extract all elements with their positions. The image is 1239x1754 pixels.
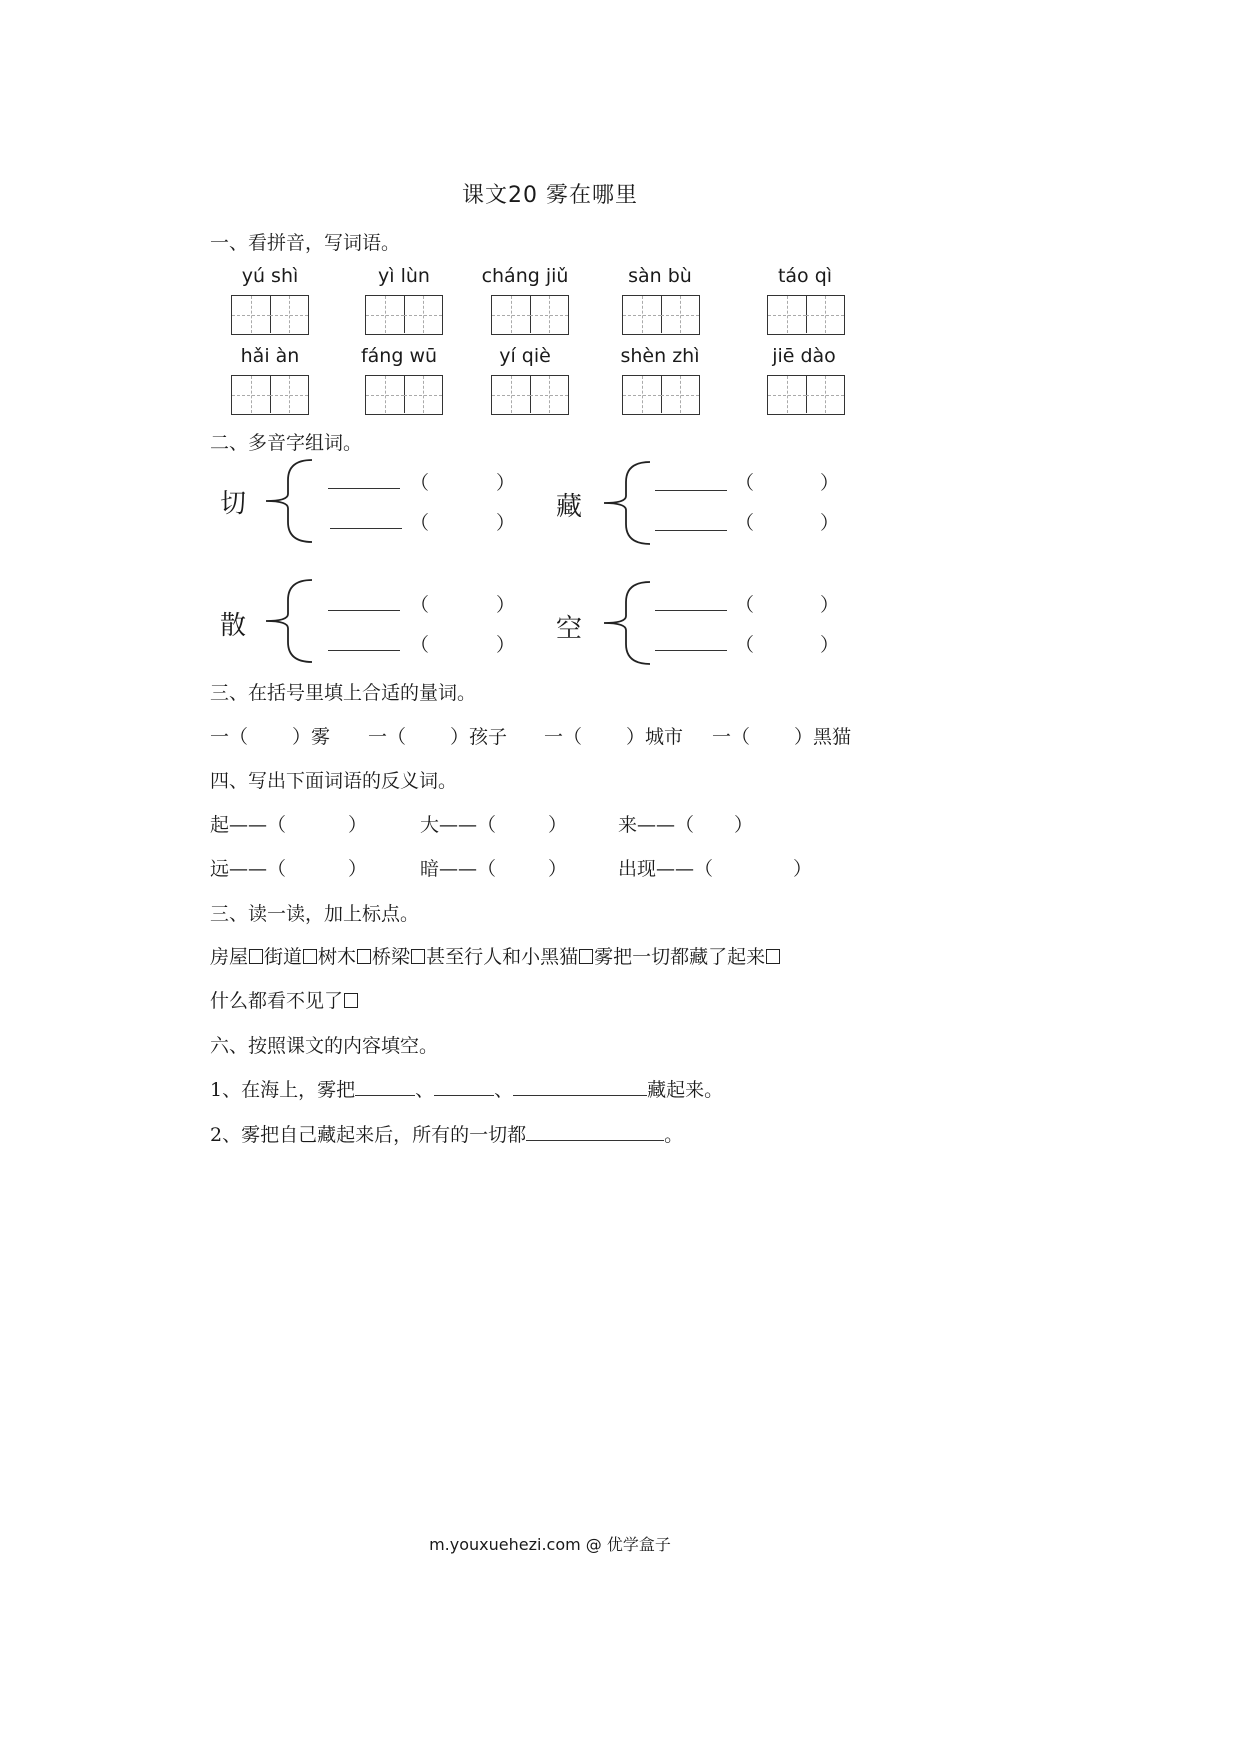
polyphone-char: 藏 bbox=[556, 492, 583, 522]
paren-close: ） bbox=[348, 858, 368, 880]
paren-open: （ bbox=[410, 472, 430, 494]
paren-open: （ bbox=[410, 634, 430, 656]
measure-word-item[interactable] bbox=[544, 722, 683, 749]
pinyin-label: jiē dào bbox=[772, 345, 836, 367]
answer-line[interactable] bbox=[328, 488, 400, 489]
answer-blank[interactable] bbox=[526, 1121, 664, 1141]
measure-word-item[interactable] bbox=[712, 722, 851, 749]
paren-open: （ bbox=[735, 512, 755, 534]
polyphone-char: 空 bbox=[556, 614, 583, 644]
antonym-item[interactable] bbox=[210, 854, 367, 881]
punctuation-box[interactable] bbox=[766, 949, 780, 964]
pinyin-label: táo qì bbox=[777, 265, 833, 287]
answer-line[interactable] bbox=[328, 650, 400, 651]
paren-close: ） bbox=[793, 858, 813, 880]
tianzige-box[interactable] bbox=[365, 295, 443, 335]
paren-close: ） bbox=[348, 814, 368, 836]
brace-icon bbox=[262, 578, 318, 664]
footer-watermark: m.youxuehezi.com @ 优学盒子 bbox=[429, 1535, 671, 1554]
tianzige-box[interactable] bbox=[365, 375, 443, 415]
antonym-word: 远——（ bbox=[210, 858, 287, 880]
item-prefix: 一（ bbox=[368, 726, 407, 748]
section4-heading: 四、写出下面词语的反义词。 bbox=[210, 770, 458, 792]
fill-in-question-2: 2、雾把自己藏起来后，所有的一切都 。 bbox=[210, 1120, 683, 1147]
tianzige-box[interactable] bbox=[767, 375, 845, 415]
brace-icon bbox=[600, 460, 656, 546]
punctuation-box[interactable] bbox=[344, 993, 358, 1008]
fill-in-question-1: 1、在海上，雾把 、 、 藏起来。 bbox=[210, 1075, 723, 1102]
pinyin-label: yú shì bbox=[241, 265, 299, 287]
polyphone-char: 散 bbox=[220, 611, 247, 641]
answer-line[interactable] bbox=[655, 490, 727, 491]
answer-line[interactable] bbox=[328, 610, 400, 611]
section2-heading: 二、多音字组词。 bbox=[210, 432, 363, 454]
paren-close: ） bbox=[548, 858, 568, 880]
paren-open: （ bbox=[735, 594, 755, 616]
paren-close: ） bbox=[496, 634, 516, 656]
pinyin-label: hǎi àn bbox=[240, 345, 300, 367]
punctuation-box[interactable] bbox=[579, 949, 593, 964]
section5-heading: 三、读一读，加上标点。 bbox=[210, 903, 420, 925]
measure-word-item[interactable] bbox=[210, 722, 330, 749]
pinyin-label: shèn zhì bbox=[620, 345, 700, 367]
punctuation-sentence: 房屋 街道 树木 桥梁 甚至行人和小黑猫 雾把一切都藏了起来 bbox=[210, 942, 781, 969]
item-suffix: ）黑猫 bbox=[794, 726, 852, 748]
antonym-word: 来——（ bbox=[618, 814, 695, 836]
polyphone-char: 切 bbox=[220, 489, 247, 519]
pinyin-label: yì lùn bbox=[378, 265, 430, 287]
antonym-word: 出现——（ bbox=[618, 858, 714, 880]
paren-close: ） bbox=[820, 634, 840, 656]
page-title: 课文20 雾在哪里 bbox=[462, 183, 638, 208]
paren-close: ） bbox=[496, 594, 516, 616]
paren-open: （ bbox=[410, 594, 430, 616]
section1-heading: 一、看拼音，写词语。 bbox=[210, 232, 401, 254]
measure-word-item[interactable] bbox=[368, 722, 507, 749]
antonym-word: 大——（ bbox=[420, 814, 497, 836]
tianzige-box[interactable] bbox=[231, 295, 309, 335]
antonym-item[interactable] bbox=[420, 810, 567, 837]
item-prefix: 一（ bbox=[712, 726, 751, 748]
answer-blank[interactable] bbox=[513, 1076, 647, 1096]
punctuation-box[interactable] bbox=[357, 949, 371, 964]
punctuation-box[interactable] bbox=[249, 949, 263, 964]
item-suffix: ）孩子 bbox=[450, 726, 508, 748]
item-suffix: ）城市 bbox=[626, 726, 684, 748]
antonym-item[interactable] bbox=[210, 810, 367, 837]
tianzige-box[interactable] bbox=[622, 295, 700, 335]
answer-line[interactable] bbox=[655, 610, 727, 611]
paren-open: （ bbox=[735, 472, 755, 494]
paren-open: （ bbox=[410, 512, 430, 534]
answer-line[interactable] bbox=[655, 650, 727, 651]
paren-close: ） bbox=[548, 814, 568, 836]
answer-line[interactable] bbox=[655, 530, 727, 531]
pinyin-label: sàn bù bbox=[628, 265, 692, 287]
answer-blank[interactable] bbox=[355, 1076, 415, 1096]
punctuation-box[interactable] bbox=[411, 949, 425, 964]
brace-icon bbox=[600, 580, 656, 666]
item-prefix: 一（ bbox=[210, 726, 249, 748]
paren-close: ） bbox=[496, 472, 516, 494]
brace-icon bbox=[262, 458, 318, 544]
antonym-word: 起——（ bbox=[210, 814, 287, 836]
tianzige-box[interactable] bbox=[231, 375, 309, 415]
paren-close: ） bbox=[820, 594, 840, 616]
answer-blank[interactable] bbox=[434, 1076, 494, 1096]
paren-close: ） bbox=[496, 512, 516, 534]
antonym-item[interactable] bbox=[420, 854, 567, 881]
tianzige-box[interactable] bbox=[767, 295, 845, 335]
paren-close: ） bbox=[820, 472, 840, 494]
pinyin-label: fáng wū bbox=[360, 345, 438, 367]
antonym-word: 暗——（ bbox=[420, 858, 497, 880]
answer-line[interactable] bbox=[330, 528, 402, 529]
punctuation-sentence: 什么都看不见了 bbox=[210, 986, 359, 1013]
paren-open: （ bbox=[735, 634, 755, 656]
paren-close: ） bbox=[820, 512, 840, 534]
punctuation-box[interactable] bbox=[303, 949, 317, 964]
pinyin-label: cháng jiǔ bbox=[481, 265, 569, 287]
pinyin-label: yí qiè bbox=[499, 345, 551, 367]
tianzige-box[interactable] bbox=[622, 375, 700, 415]
item-suffix: ）雾 bbox=[292, 726, 331, 748]
antonym-item[interactable] bbox=[618, 810, 753, 837]
paren-close: ） bbox=[734, 814, 754, 836]
section6-heading: 六、按照课文的内容填空。 bbox=[210, 1035, 439, 1057]
item-prefix: 一（ bbox=[544, 726, 583, 748]
section3-heading: 三、在括号里填上合适的量词。 bbox=[210, 682, 477, 704]
tianzige-box[interactable] bbox=[491, 295, 569, 335]
antonym-item[interactable] bbox=[618, 854, 812, 881]
tianzige-box[interactable] bbox=[491, 375, 569, 415]
